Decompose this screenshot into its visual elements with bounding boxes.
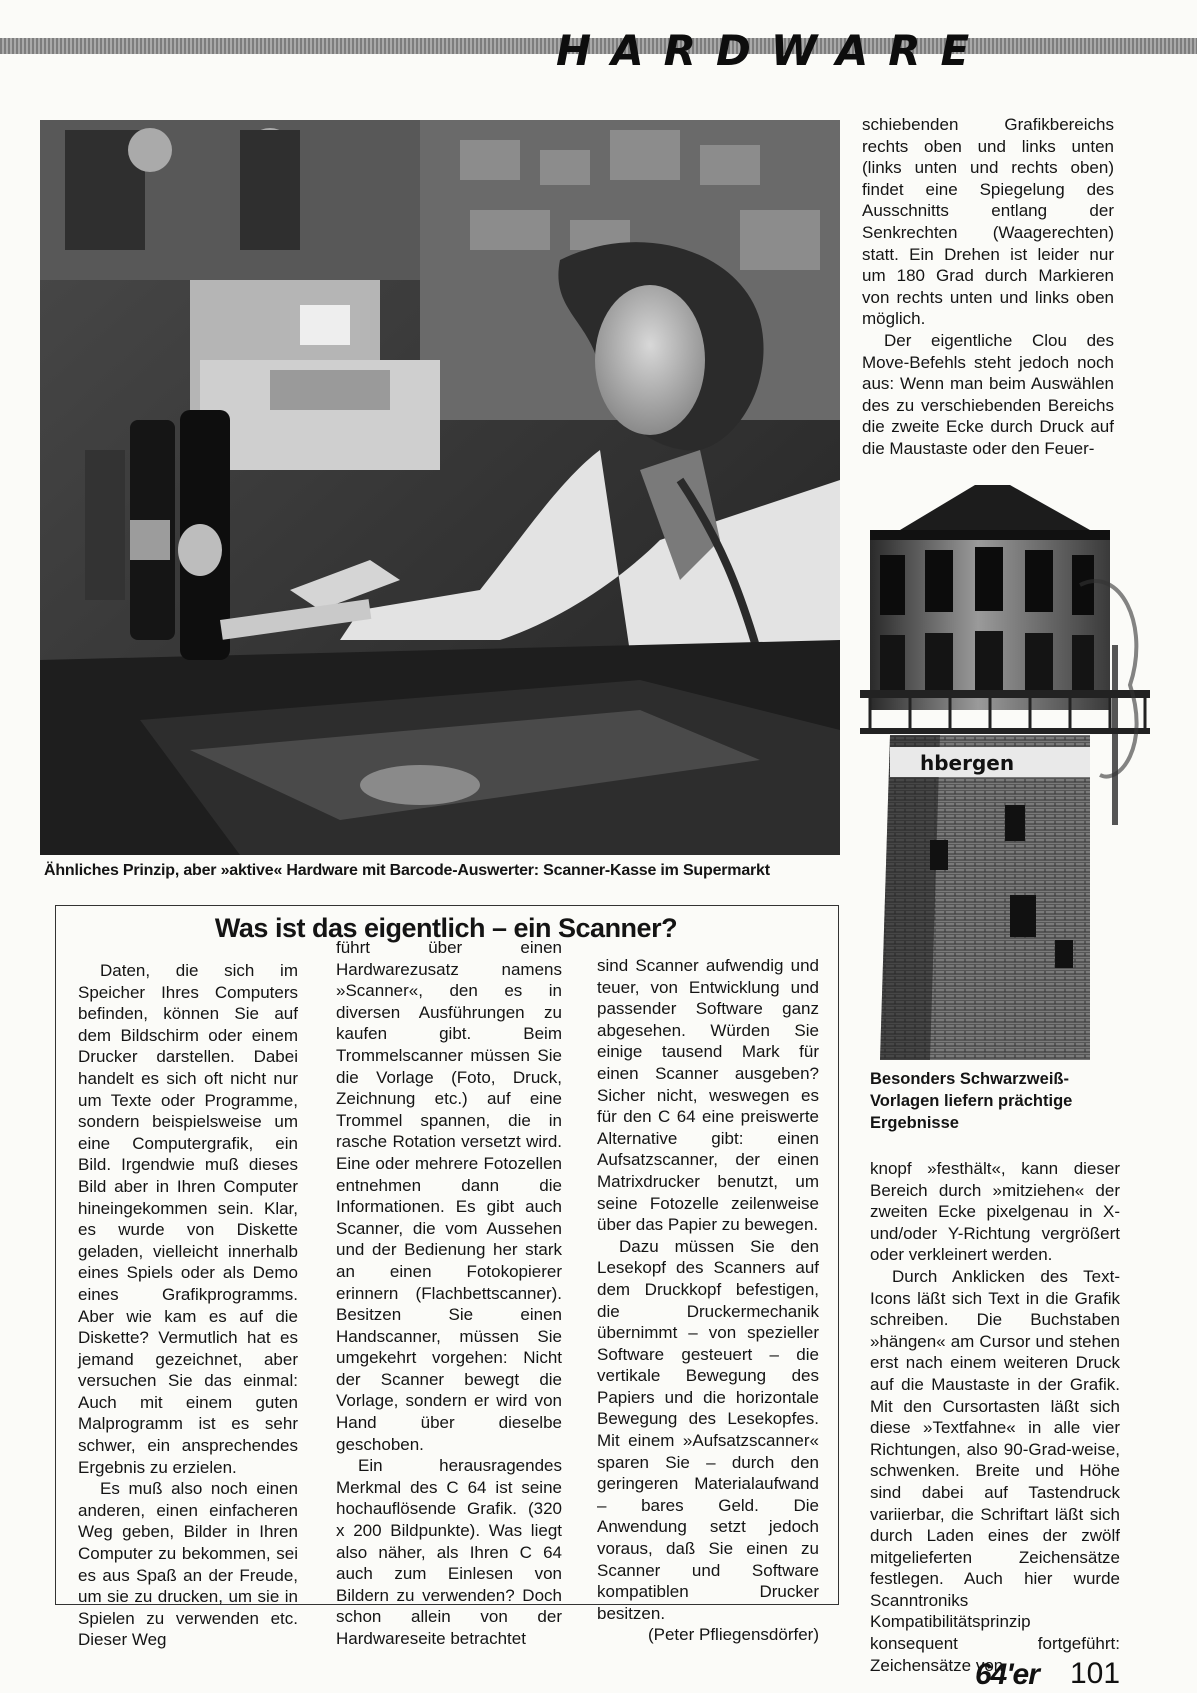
info-box-column-1 xyxy=(78,960,298,1651)
paragraph: Es muß also noch einen anderen, einen einfacheren Weg geben, Bilder in Ihren Computer zu bekommen, sei es aus Spaß an der Freude, um sie zu drucken, um sie in Spielen zu verwenden etc. Dieser Weg xyxy=(78,1479,298,1650)
page-number: 101 xyxy=(1070,1657,1121,1690)
paragraph: knopf »festhält«, kann dieser Bereich durch »mitziehen« der zweiten Ecke pixelgenau in X- und/oder Y-Richtung vergrößert oder verkleinert werden. xyxy=(870,1159,1120,1265)
right-column-bottom xyxy=(870,1158,1120,1676)
author-credit: (Peter Pfliegensdörfer) xyxy=(647,1625,819,1645)
tower-illustration xyxy=(860,485,1150,1060)
paragraph: Der eigentliche Clou des Move-Befehls steht jedoch noch aus: Wenn man beim Auswählen des zu verschiebenden Bereichs die zweite Ecke durch Druck auf die Maustaste oder den Feuer- xyxy=(862,330,1114,458)
paragraph: führt über einen Hardwarezusatz namens »Scanner«, den es in diversen Ausführungen zu kaufen gibt. Beim Trommelscanner müssen Sie die Vorlage (Foto, Druck, Zeichnung etc.) auf eine Trommel spannen, die in rasche Rotation versetzt wird. Eine oder mehrere Fotozellen entnehmen dann die Informationen. Es gibt auch Scanner, die vom Aussehen und der Bedienung her stark an einen Fotokopierer erinnern (Flachbettscanner). Besitzen Sie einen Handscanner, müssen Sie umgekehrt vorgehen: Nicht der Scanner bewegt die Vorlage, sondern er wird von Hand über dieselbe geschoben. xyxy=(336,938,562,1454)
magazine-logo: 64'er xyxy=(975,1658,1039,1691)
right-column-top xyxy=(862,114,1114,460)
main-photo-caption: Ähnliches Prinzip, aber »aktive« Hardware mit Barcode-Auswerter: Scanner-Kasse im Supermarkt xyxy=(44,862,770,879)
main-photo xyxy=(40,120,840,855)
tower-sign: hbergen xyxy=(920,751,1015,775)
info-box-column-3 xyxy=(597,955,819,1646)
tower-photo xyxy=(860,485,1150,1060)
paragraph: Ein herausragendes Merkmal des C 64 ist seine hochauflösende Grafik. (320 x 200 Bildpunkte). Was liegt also näher, als Ihren C 64 auch zum Einlesen von Bildern zu verwenden? Doch schon allein von der Hardwareseite betrachtet xyxy=(336,1456,562,1648)
section-title: HARDWARE xyxy=(556,26,990,75)
paragraph: Dazu müssen Sie den Lesekopf des Scanners auf dem Druckkopf befestigen, die Druckermechanik übernimmt – von spezieller Software gesteuert – die vertikale Bewegung des Papiers und die horizontale Bewegung des Lesekopfes. Mit einem »Aufsatzscanner« sparen Sie – durch den geringeren Materialaufwand – bares Geld. Die Anwendung setzt jedoch voraus, daß Sie einen zu Scanner und Software kompatiblen Drucker besitzen. xyxy=(597,1236,819,1623)
main-photo-illustration xyxy=(40,120,840,855)
info-box-title: Was ist das eigentlich – ein Scanner? xyxy=(214,913,678,943)
paragraph: schiebenden Grafikbereichs rechts oben und links unten (links unten und rechts oben) findet eine Spiegelung des Ausschnitts entlang der Senkrechten (Waagerechten) statt. Ein Drehen ist leider nur um 180 Grad durch Markieren von rechts unten und links oben möglich. xyxy=(862,115,1114,329)
tower-photo-caption: Besonders Schwarzweiß-Vorlagen liefern prächtige Ergebnisse xyxy=(870,1070,1073,1132)
paragraph: sind Scanner aufwendig und teuer, von Entwicklung und passender Software ganz abgesehen. Würden Sie einige tausend Mark für einen Scanner ausgeben? Sicher nicht, weswegen es für den C 64 eine preiswerte Alternative gibt: einen Aufsatzscanner, der einen Matrixdrucker benutzt, um seine Fotozelle zeilenweise über das Papier zu bewegen. xyxy=(597,956,819,1235)
paragraph: Durch Anklicken des Text-Icons läßt sich Text in die Grafik schreiben. Die Buchstaben »hängen« am Cursor und stehen erst nach einem weiteren Druck auf die Maustaste in der Grafik. Mit den Cursortasten läßt sich diese »Textfahne« in alle vier Richtungen, also 90-Grad-weise, schwenken. Breite und Höhe sind dabei auf Tastendruck variierbar, die Schriftart läßt sich durch Laden eines der zwölf mitgelieferten Zeichensätze festlegen. Auch hier wurde Scanntroniks Kompatibilitätsprinzip konsequent fortgeführt: Zeichensätze von xyxy=(870,1266,1120,1675)
info-box-column-2 xyxy=(336,937,562,1650)
paragraph: Daten, die sich im Speicher Ihres Computers befinden, können Sie auf dem Bildschirm oder einem Drucker darstellen. Dabei handelt es sich oft nicht nur um Texte oder Programme, sondern beispielsweise um eine Computergrafik, ein Bild. Irgendwie muß dieses Bild aber in Ihren Computer hineingekommen sein. Klar, es wurde von Diskette geladen, vielleicht innerhalb eines Spiels oder als Demo eines Grafikprogramms. Aber wie kam es auf die Diskette? Vermutlich hat es jemand gezeichnet, aber versuchen Sie das einmal: Auch mit einem guten Malprogramm ist es sehr schwer, ein ansprechendes Ergebnis zu erzielen. xyxy=(78,961,298,1477)
